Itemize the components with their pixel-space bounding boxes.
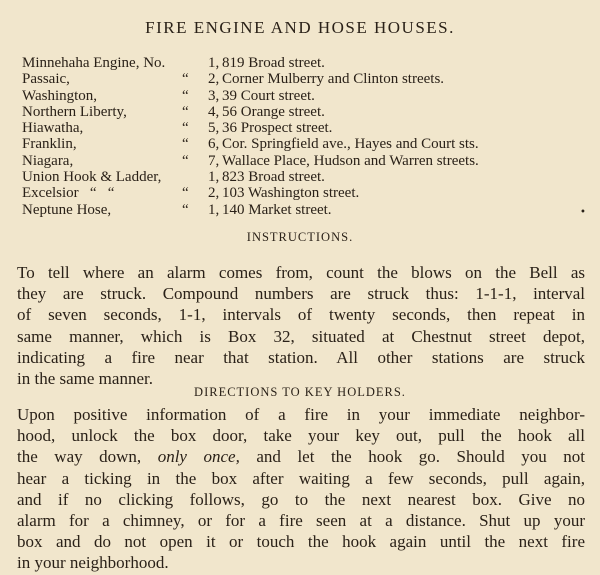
ditto-mark: [182, 55, 208, 71]
ditto-mark: “: [182, 152, 189, 169]
list-item: [22, 136, 582, 152]
text-line: hear a ticking in the box after waiting a few seconds, pull again,: [17, 468, 585, 488]
house-number: 1,: [208, 55, 220, 71]
house-name: Passaic,: [22, 71, 70, 88]
house-number: 2,: [208, 185, 220, 202]
instructions-heading: INSTRUCTIONS.: [246, 230, 354, 244]
house-number: 6,: [208, 136, 220, 153]
text-line: alarm for a chimney, or for a fire seen at a distance. Shut up your: [17, 511, 585, 531]
list-item: [22, 202, 582, 218]
text-line: indicating a fire near that station. All other stations are struck: [17, 347, 585, 367]
ditto-mark: “: [182, 87, 189, 104]
text-line: they are struck. Compound numbers are struck thus: 1-1-1, interval: [17, 284, 585, 304]
text-segment: and let the hook go. Should you not: [256, 447, 586, 467]
list-item: [22, 169, 582, 185]
text-line: of seven seconds, 1-1, intervals of twenty seconds, then repeat in: [17, 305, 585, 325]
text-line: Upon positive information of a fire in your immediate neighbor-: [17, 405, 585, 424]
house-address: 103 Washington street.: [222, 185, 360, 202]
house-address: 140 Market street.: [222, 201, 332, 218]
house-name: Minnehaha Engine, No.: [22, 55, 166, 71]
ditto-mark: “: [182, 185, 189, 202]
ditto-mark: “: [182, 201, 189, 218]
ditto-mark: “: [182, 71, 189, 88]
text-line: in the same manner.: [17, 369, 153, 389]
directions-heading: DIRECTIONS TO KEY HOLDERS.: [194, 385, 406, 399]
text-line: same manner, which is Box 32, situated at Chestnut street depot,: [17, 326, 585, 346]
text-line: and if no clicking follows, go to the next nearest box. Give no: [17, 489, 585, 509]
directions-paragraph: [17, 404, 585, 574]
house-address: Wallace Place, Hudson and Warren streets.: [222, 152, 479, 169]
instructions-paragraph: [17, 262, 585, 389]
ditto-mark: “: [182, 120, 189, 137]
house-address: Cor. Springfield ave., Hayes and Court sts.: [222, 136, 479, 153]
list-item: [22, 71, 582, 87]
house-number: 5,: [208, 120, 220, 137]
house-name: Washington,: [22, 87, 98, 104]
list-item: [22, 185, 582, 201]
house-address: 39 Court street.: [222, 87, 315, 104]
text-line: hood, unlock the box door, take your key out, pull the hook all: [17, 426, 585, 446]
house-address: 36 Prospect street.: [222, 120, 333, 137]
emphasis-text: only once,: [157, 447, 240, 467]
list-item: [22, 104, 582, 120]
text-line: To tell where an alarm comes from, count the blows on the Bell as: [17, 263, 585, 282]
house-address: 823 Broad street.: [222, 169, 325, 186]
ditto-mark: “: [182, 103, 189, 120]
text-line: [17, 446, 585, 467]
house-number: 1,: [208, 169, 220, 186]
text-line: in your neighborhood.: [17, 553, 169, 573]
house-address: Corner Mulberry and Clinton streets.: [222, 71, 445, 88]
stray-mark: •: [580, 207, 586, 218]
house-name: Neptune Hose,: [22, 201, 112, 218]
house-name: Excelsior “ “: [22, 185, 115, 202]
house-number: 3,: [208, 87, 220, 104]
house-name: Hiawatha,: [22, 120, 84, 137]
house-name: Franklin,: [22, 136, 77, 153]
list-item: [22, 88, 582, 104]
list-item: [22, 55, 582, 71]
ditto-mark: [182, 169, 208, 185]
house-number: 1,: [208, 201, 220, 218]
house-name: Niagara,: [22, 152, 74, 169]
list-item: [22, 120, 582, 136]
ditto-mark: “: [182, 136, 189, 153]
house-name: Northern Liberty,: [22, 103, 127, 120]
house-address: 56 Orange street.: [222, 103, 325, 120]
house-name: Union Hook & Ladder,: [22, 169, 162, 186]
house-number: 2,: [208, 71, 220, 88]
list-item: [22, 153, 582, 169]
page-title: FIRE ENGINE AND HOSE HOUSES.: [145, 18, 455, 37]
house-address: 819 Broad street.: [222, 55, 325, 71]
fire-houses-list: [22, 55, 582, 218]
house-number: 7,: [208, 152, 220, 169]
text-line: box and do not open it or touch the hook again until the next fire: [17, 532, 585, 552]
text-segment: the way down,: [17, 447, 142, 467]
house-number: 4,: [208, 103, 220, 120]
